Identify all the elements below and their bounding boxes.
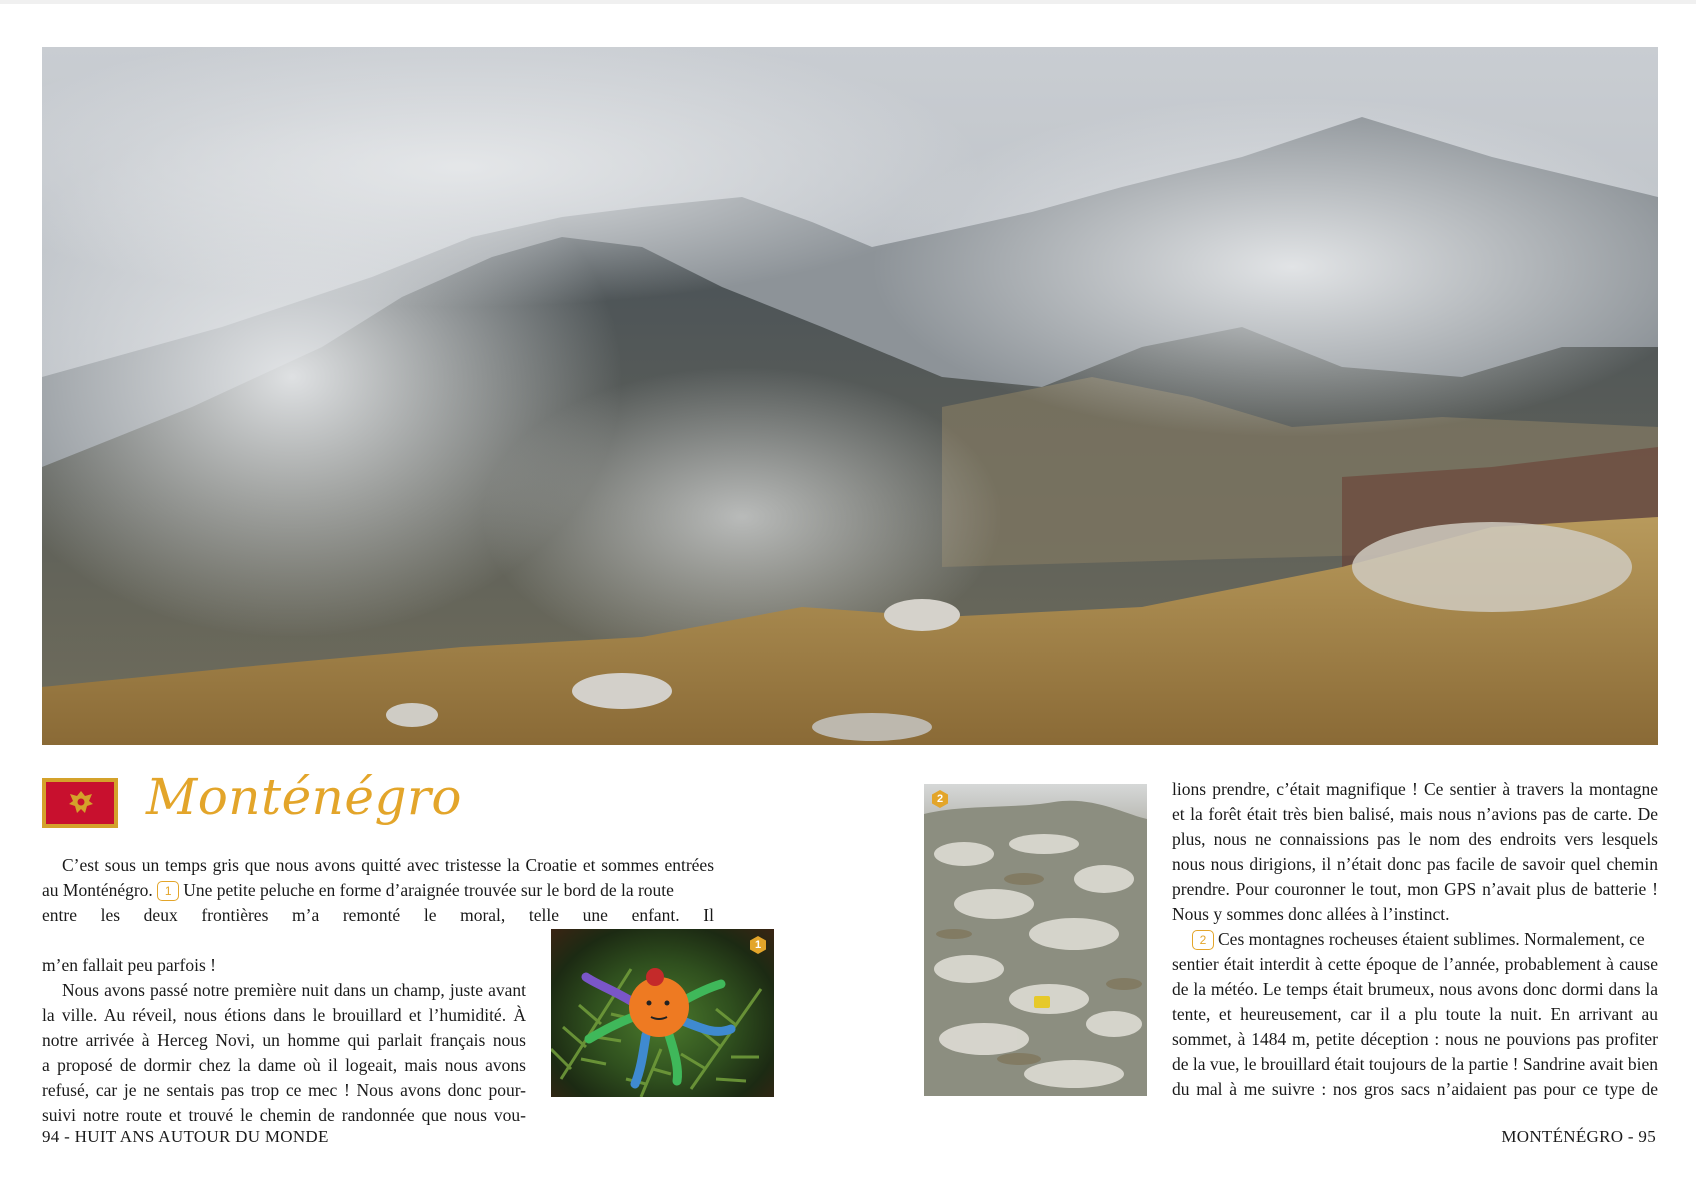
text-line: a proposé de dormir chez la dame où il logeait, mais nous avons xyxy=(42,1055,526,1075)
photo-marker-2: 2 xyxy=(1192,930,1214,950)
text-line: lions prendre, c’était magnifique ! Ce sentier à travers la montagne xyxy=(1172,779,1658,799)
text-line: la ville. Au réveil, nous étions dans le brouillard et l’humidité. À xyxy=(42,1005,526,1025)
text-line: sentier était interdit à cette époque de l’année, probablement à cause xyxy=(1172,954,1658,974)
photo-marker-1: 1 xyxy=(157,881,179,901)
left-column-body xyxy=(42,953,526,1128)
text-line: tente, et heureusement, car il a plu toute la nuit. En arrivant au xyxy=(1172,1004,1658,1024)
text-line: m’en fallait peu parfois ! xyxy=(42,955,216,975)
text-fragment: au Monténégro. xyxy=(42,880,153,900)
text-line: refusé, car je ne sentais pas trop ce mec ! Nous avons donc pour- xyxy=(42,1080,526,1100)
text-fragment: Une petite peluche en forme d’araignée trouvée sur le bord de la route xyxy=(183,880,674,900)
rocky-trail-photo xyxy=(924,784,1147,1096)
footer-left-page-number: 94 - HUIT ANS AUTOUR DU MONDE xyxy=(42,1127,329,1146)
footer-right-page-number: MONTÉNÉGRO - 95 xyxy=(1501,1127,1656,1146)
text-line: notre arrivée à Herceg Novi, un homme qui parlait français nous xyxy=(42,1030,526,1050)
text-line: sommet, à 1484 m, petite déception : nous ne pouvions pas profiter xyxy=(1172,1029,1658,1049)
left-column-intro xyxy=(42,853,714,928)
text-line: Nous y sommes donc allées à l’instinct. xyxy=(1172,904,1450,924)
text-line xyxy=(1172,927,1658,952)
hero-landscape-photo xyxy=(42,47,1658,745)
text-line: du mal à me suivre : nos gros sacs n’aidaient pas pour ce type de xyxy=(1172,1079,1658,1099)
text-line: de la météo. Le temps était brumeux, nous avons donc dormi dans la xyxy=(1172,979,1658,999)
text-line: de la vue, le brouillard était toujours de la partie ! Sandrine avait bien xyxy=(1172,1054,1658,1074)
text-line: nous nous dirigions, il n’était donc pas facile de savoir quel chemin xyxy=(1172,854,1658,874)
text-line: Nous avons passé notre première nuit dans un champ, juste avant xyxy=(62,980,526,1000)
page-top-edge xyxy=(0,0,1696,4)
spider-plush-image xyxy=(551,929,774,1097)
page-title: Monténégro xyxy=(146,768,462,826)
eagle-emblem-icon xyxy=(66,788,96,818)
spider-plush-photo xyxy=(551,929,774,1097)
rocky-trail-image xyxy=(924,784,1147,1096)
text-line xyxy=(42,878,714,903)
mountain-landscape-photo xyxy=(42,47,1658,745)
text-line: suivi notre route et trouvé le chemin de randonnée que nous vou- xyxy=(42,1105,526,1125)
right-column-body xyxy=(1172,777,1658,1102)
photo-badge-1: 1 xyxy=(749,936,767,954)
text-fragment: Ces montagnes rocheuses étaient sublimes. Normalement, ce xyxy=(1218,929,1645,949)
text-line: prendre. Pour couronner le tout, mon GPS n’avait plus de batterie ! xyxy=(1172,879,1658,899)
text-line: plus, nous ne connaissions pas le nom des endroits vers lesquels xyxy=(1172,829,1658,849)
montenegro-flag-icon xyxy=(42,778,118,828)
text-line: et la forêt était très bien balisé, mais nous n’avions pas de carte. De xyxy=(1172,804,1658,824)
text-line: entre les deux frontières m’a remonté le moral, telle une enfant. Il xyxy=(42,905,714,925)
photo-badge-2: 2 xyxy=(931,790,949,808)
text-line: C’est sous un temps gris que nous avons quitté avec tristesse la Croatie et sommes entrées xyxy=(62,855,714,875)
